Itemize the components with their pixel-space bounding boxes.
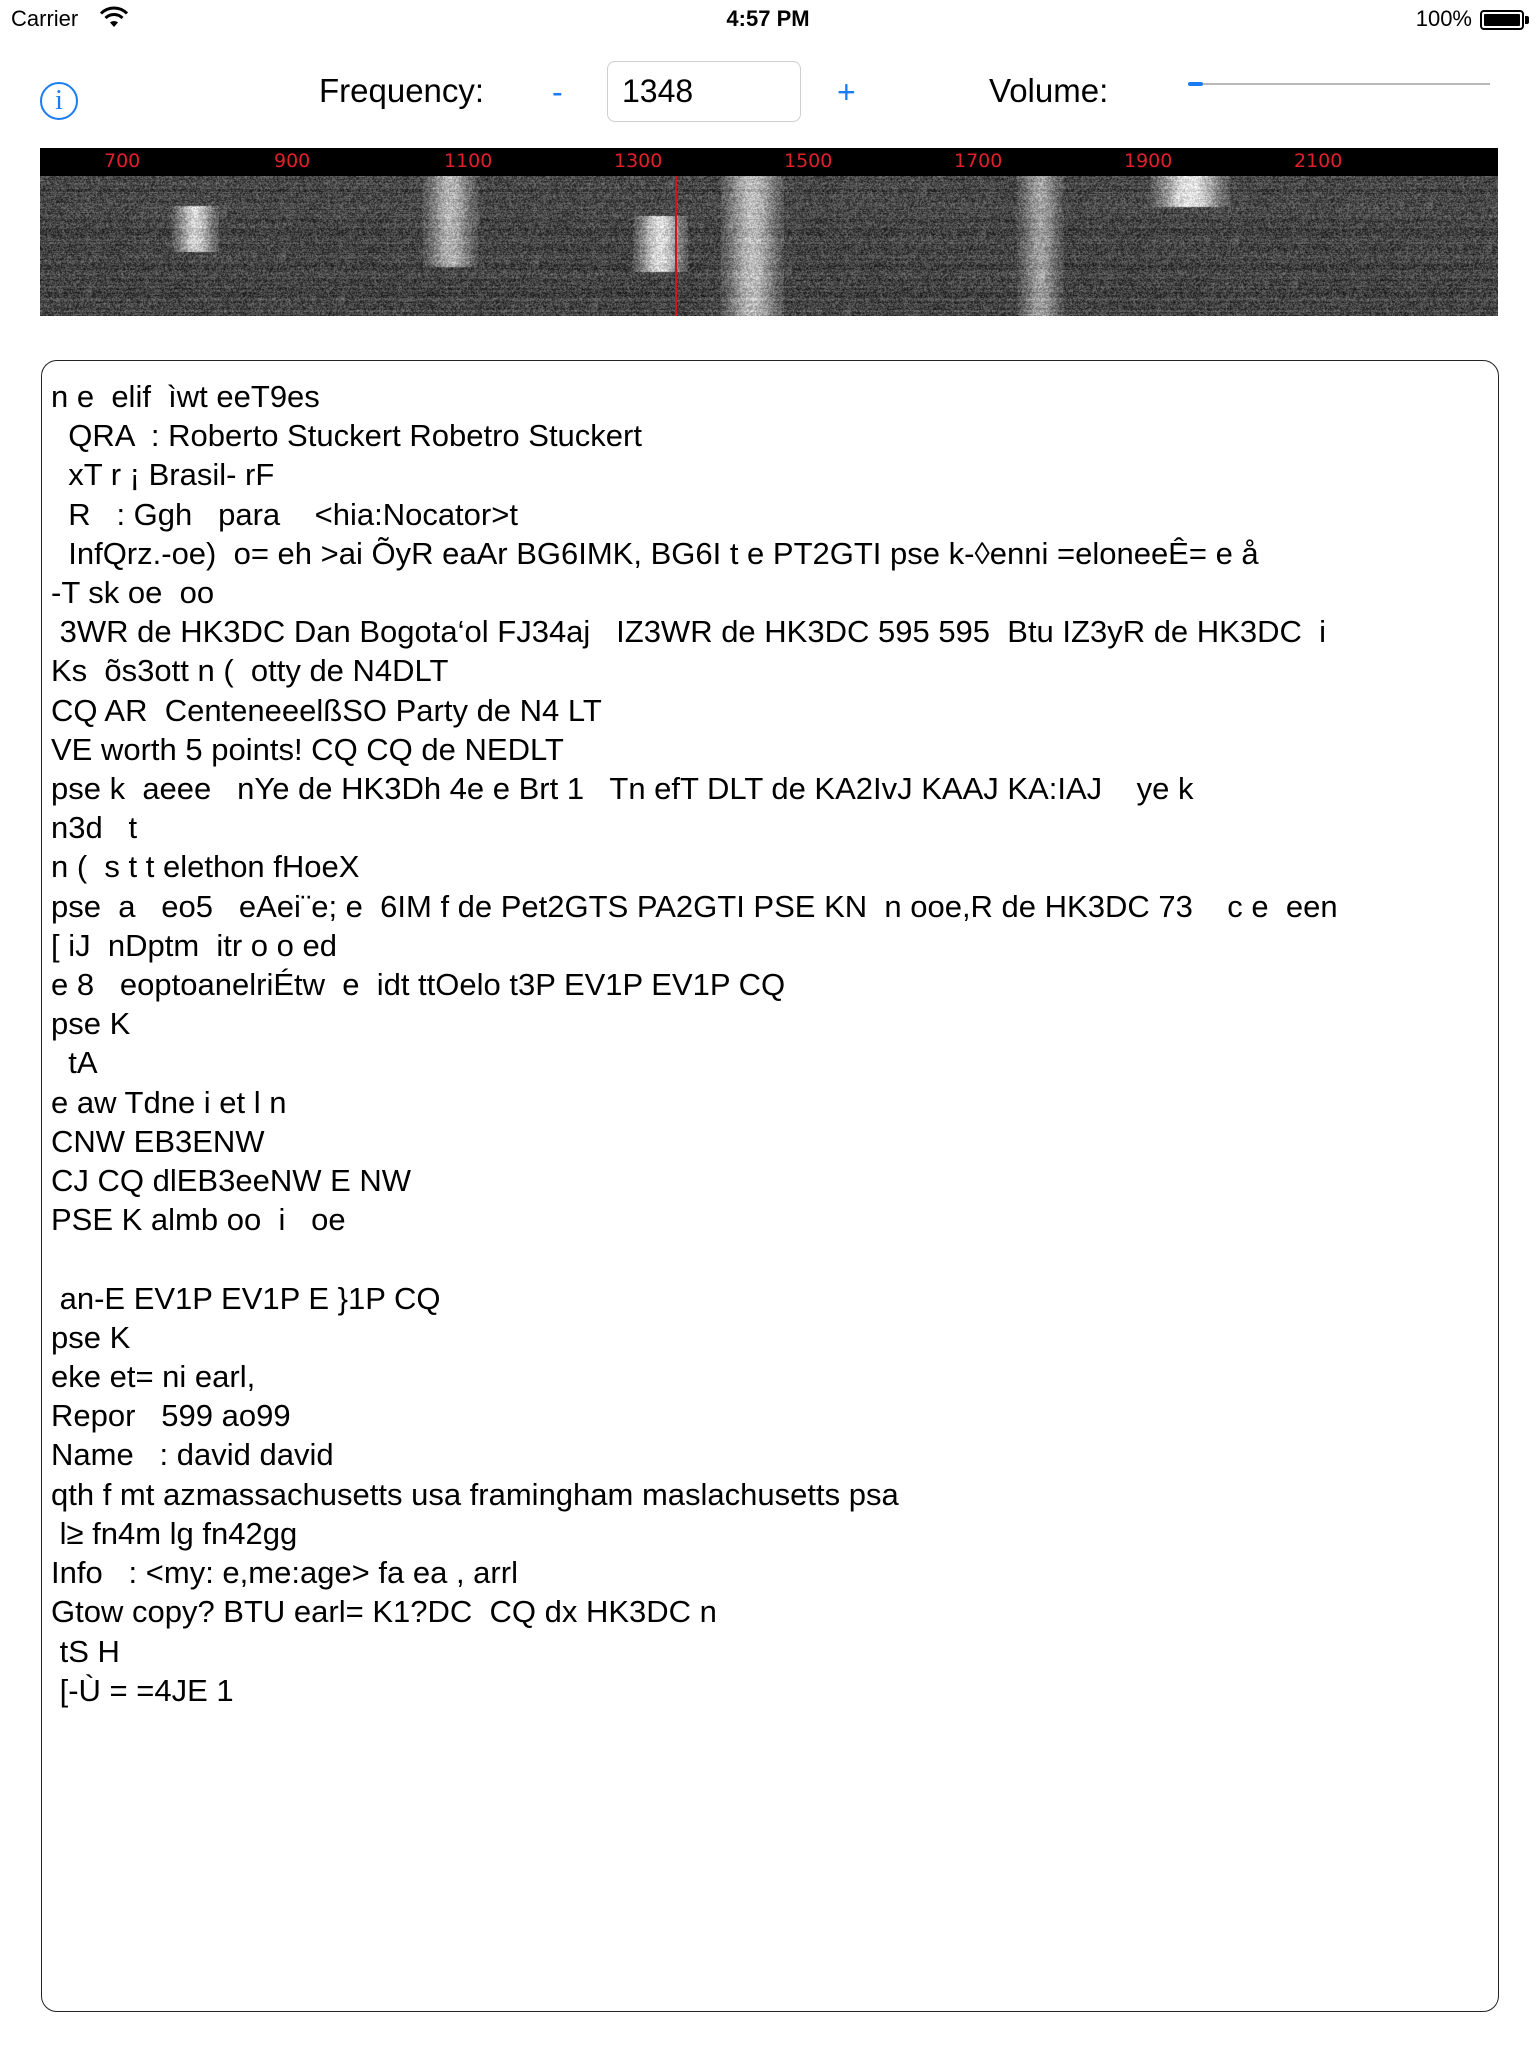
frequency-label: Frequency: bbox=[319, 72, 485, 109]
decoded-line: n e elif ìwt eeT9es bbox=[51, 379, 320, 414]
decoded-line: [-Ù = =4JE 1 bbox=[51, 1672, 234, 1708]
waterfall-spectrogram bbox=[40, 176, 1498, 316]
decoded-line: e 8 eoptoanelriÉtw e idt ttOelo t3P EV1P EV1P CQ bbox=[51, 967, 786, 1003]
frequency-decrease-button[interactable]: - bbox=[552, 74, 563, 110]
decoded-line: Gtow copy? BTU earl= K1?DC CQ dx HK3DC n bbox=[51, 1594, 717, 1630]
decoded-text bbox=[51, 377, 1490, 1710]
decoded-line: qth f mt azmassachusetts usa framingham maslachusetts psa bbox=[51, 1476, 899, 1512]
tuning-marker bbox=[675, 176, 677, 316]
frequency-tick: 1100 bbox=[444, 150, 493, 172]
decoded-line: e aw Tdne i et l n bbox=[51, 1084, 287, 1120]
frequency-tick: 900 bbox=[274, 150, 311, 172]
decoded-line: eke et= ni earl, bbox=[51, 1359, 256, 1395]
decoded-line: n ( s t t elethon fHoeX bbox=[51, 849, 360, 885]
decoded-line: 3WR de HK3DC Dan Bogota‘ol FJ34aj IZ3WR de HK3DC 595 595 Btu IZ3yR de HK3DC i bbox=[51, 614, 1326, 650]
decoded-line: R : Ggh para <hia:Nocator>t bbox=[51, 496, 518, 532]
decoded-line: CJ CQ dlEB3eeNW E NW bbox=[51, 1163, 412, 1199]
decoded-line: CQ AR CenteneeelßSO Party de N4 LT bbox=[51, 692, 602, 728]
decoded-line: Name : david david bbox=[51, 1437, 334, 1473]
info-icon[interactable]: i bbox=[40, 82, 78, 120]
decoded-line: InfQrz.-oe) o= eh >ai ÕyR eaAr BG6IMK, BG6I t e PT2GTI pse k-◊enni =eloneeÊ= e å bbox=[51, 535, 1259, 571]
decoded-line: pse K bbox=[51, 1319, 131, 1355]
decoded-line: tA bbox=[51, 1045, 98, 1081]
decoded-line: [ iJ nDptm itr o o ed bbox=[51, 927, 337, 963]
battery-percent: 100% bbox=[1415, 6, 1472, 31]
frequency-tick: 2100 bbox=[1294, 150, 1343, 172]
volume-label: Volume: bbox=[989, 72, 1109, 109]
decoded-line: l≥ fn4m lg fn42gg bbox=[51, 1515, 298, 1551]
carrier-label: Carrier bbox=[11, 6, 79, 31]
decoded-line: CNW EB3ENW bbox=[51, 1123, 265, 1159]
decoded-line: tS H bbox=[51, 1633, 120, 1669]
battery-tip bbox=[1525, 16, 1529, 24]
frequency-input[interactable] bbox=[607, 61, 801, 122]
decoded-line: xT r ¡ Brasil- rF bbox=[51, 457, 275, 493]
volume-slider[interactable] bbox=[1188, 74, 1490, 94]
decoded-line: pse K bbox=[51, 1006, 131, 1042]
frequency-tick: 700 bbox=[104, 150, 141, 172]
decoded-line: Info : <my: e,me:age> fa ea , arrl bbox=[51, 1555, 518, 1591]
frequency-tick: 1300 bbox=[614, 150, 663, 172]
decoded-line: QRA : Roberto Stuckert Robetro Stuckert bbox=[51, 418, 642, 454]
decoded-text-area[interactable] bbox=[41, 360, 1499, 2012]
frequency-tick: 1900 bbox=[1124, 150, 1173, 172]
volume-fill bbox=[1188, 82, 1203, 86]
decoded-line: Ks õs3ott n ( otty de N4DLT bbox=[51, 653, 449, 689]
decoded-line: Repor 599 ao99 bbox=[51, 1398, 291, 1434]
decoded-line: pse k aeee nYe de HK3Dh 4e e Brt 1 Tn efT DLT de KA2IvJ KAAJ KA:IAJ ye k bbox=[51, 771, 1194, 807]
frequency-increase-button[interactable]: + bbox=[837, 74, 856, 110]
waterfall-display[interactable] bbox=[40, 148, 1498, 316]
frequency-tick: 1700 bbox=[954, 150, 1003, 172]
decoded-line: -T sk oe oo bbox=[51, 575, 215, 611]
decoded-line: n3d t bbox=[51, 810, 138, 846]
battery-icon bbox=[1480, 10, 1524, 30]
frequency-tick: 1500 bbox=[784, 150, 833, 172]
decoded-line: an-E EV1P EV1P E }1P CQ bbox=[51, 1280, 441, 1316]
clock: 4:57 PM bbox=[726, 6, 810, 31]
decoded-line: PSE K almb oo i oe bbox=[51, 1202, 346, 1238]
decoded-line: pse a eo5 eAei¨e; e 6IM f de Pet2GTS PA2GTI PSE KN n ooe,R de HK3DC 73 c e een bbox=[51, 888, 1338, 924]
decoded-line: VE worth 5 points! CQ CQ de NEDLT bbox=[51, 731, 564, 767]
volume-track bbox=[1188, 83, 1490, 85]
status-bar bbox=[0, 0, 1536, 40]
frequency-ruler bbox=[40, 148, 1498, 176]
